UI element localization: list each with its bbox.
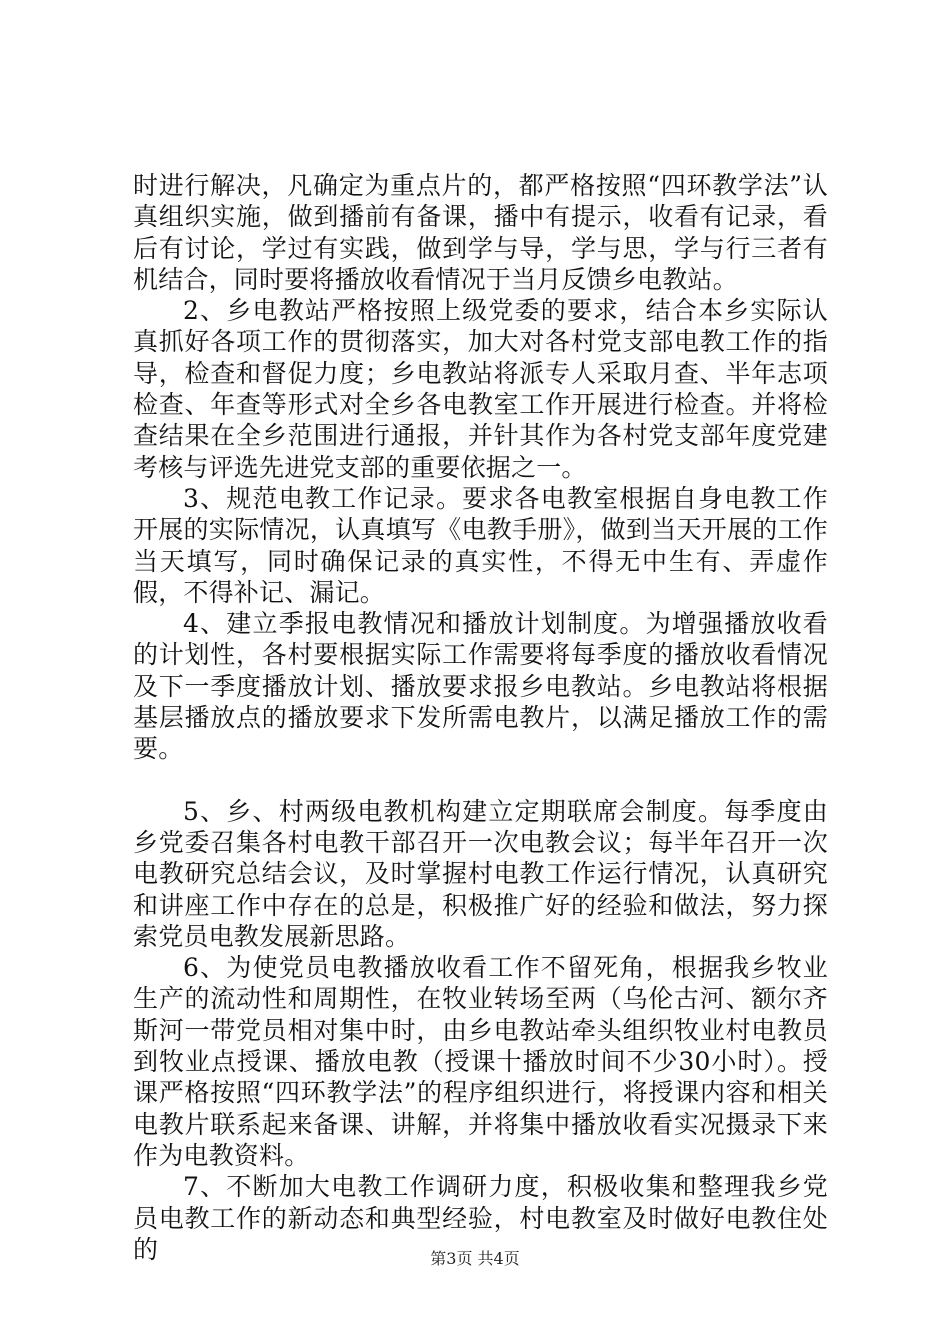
page-footer: 第3页 共4页 [430,1249,520,1268]
paragraph-item-2: 2、乡电教站严格按照上级党委的要求，结合本乡实际认真抓好各项工作的贯彻落实，加大对各村党支部电教工作的指导，检查和督促力度；乡电教站将派专人采取月查、半年志项检查、年查等形式对全乡各电教室工作开展进行检查。并将检查结果在全乡范围进行通报，并针其作为各村党支部年度党建考核与评选先进党支部的重要依据之一。 [133,296,828,482]
paragraph-item-3: 3、规范电教工作记录。要求各电教室根据自身电教工作开展的实际情况，认真填写《电教手册》，做到当天开展的工作当天填写，同时确保记录的真实性，不得无中生有、弄虚作假，不得补记、漏记。 [133,483,828,607]
paragraph-item-4: 4、建立季报电教情况和播放计划制度。为增强播放收看的计划性，各村要根据实际工作需要将每季度的播放收看情况及下一季度播放计划、播放要求报乡电教站。乡电教站将根据基层播放点的播放要求下发所需电教片，以满足播放工作的需要。 [133,609,828,764]
document-body [133,170,828,1265]
paragraph-continuation: 时进行解决，凡确定为重点片的，都严格按照“四环教学法”认真组织实施，做到播前有备课，播中有提示，收看有记录，看后有讨论，学过有实践，做到学与导，学与思，学与行三者有机结合，同时要将播放收看情况于当月反馈乡电教站。 [133,171,828,294]
paragraph-item-5: 5、乡、村两级电教机构建立定期联席会制度。每季度由乡党委召集各村电教干部召开一次电教会议；每半年召开一次电教研究总结会议，及时掌握村电教工作运行情况，认真研究和讲座工作中存在的总是，积极推广好的经验和做法，努力探索党员电教发展新思路。 [133,796,828,951]
paragraph-item-7: 7、不断加大电教工作调研力度，积极收集和整理我乡党员电教工作的新动态和典型经验，村电教室及时做好电教住处的 [133,1172,828,1264]
paragraph-item-6: 6、为使党员电教播放收看工作不留死角，根据我乡牧业生产的流动性和周期性，在牧业转场至两（乌伦古河、额尔齐斯河一带党员相对集中时，由乡电教站牵头组织牧业村电教员到牧业点授课、播放电教（授课十播放时间不少30小时）。授课严格按照“四环教学法”的程序组织进行，将授课内容和相关电教片联系起来备课、讲解，并将集中播放收看实况摄录下来作为电教资料。 [133,953,828,1170]
